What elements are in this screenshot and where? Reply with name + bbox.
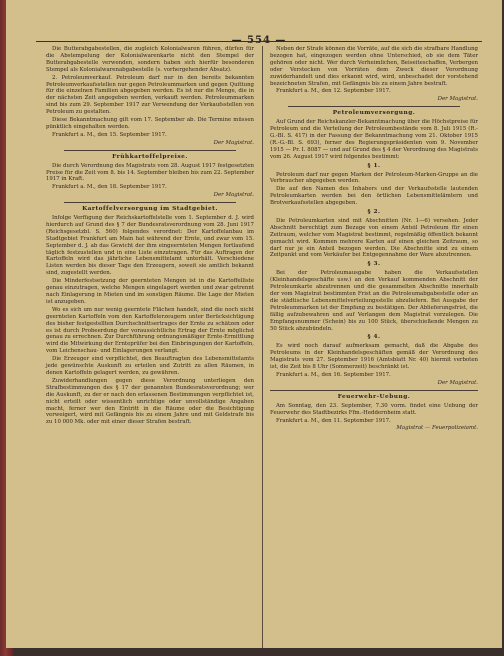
- notice-paragraph: Auf Grund der Reichskanzler-Bekanntmachung über die Höchstpreise für Petroleum und die Verteilung der Petroleumbestände vom 8. Juli 1915 (R.-G.-Bl. S. 417) in der Fassung der Bekanntmachung vom 21. Oktober 1915 (R.-G.-Bl. S. 693), ferner des Regierungspräsidenten vom 9. November 1915 — Pr. I. 8087 — und auf Grund des § 4 der Verordnung des Magistrats vom 26. August 1917 wird folgendes bestimmt:: [270, 119, 478, 160]
- notice-paragraph: Am Sonntag, den 23. September, 7.30 vorm. findet eine Uebung der Feuerwehr des Stadtbezirks Ffm.-Heddernheim statt.: [270, 402, 478, 416]
- section-rule: [288, 106, 460, 107]
- section-rule: [270, 390, 478, 391]
- notice-paragraph: Neben der Strafe können die Vorräte, auf die sich die strafbare Handlung bezogen hat, eingezogen werden ohne Unterschied, ob sie dem Täter gehören oder nicht. Wer durch Verheimlichen, Beiseiteschaffen, Verbergen oder Verstecken von Vorräten dem Zweck dieser Verordnung zuwiderhandelt und dies erkannt wird, wird, unbeschadet der vorstehend bezeichneten Strafen, mit Gefängnis bis zu einem Jahre bestraft.: [270, 46, 478, 87]
- section-heading: Kartoffelversorgung im Stadtgebiet.: [82, 206, 218, 213]
- section-heading: Feuerwehr-Uebung.: [337, 393, 411, 400]
- paragraph-number: § 4.: [367, 334, 381, 341]
- notice-paragraph: Wo es sich um nur wenig geerntete Flächen handelt, sind die noch nicht geernteten Kartoffeln vom den Kartoffelerzeugern unter Berücksichtigung des bisher festgestellten Durchschnittsertrages der Ernte zu schätzen oder es ist durch Probeerdung der voraussichtliche Ertrag der Ernte möglichst genau zu errechnen. Zur Durchführung ordnungsmäßiger Ernte-Ermittlung wird die Mitwirkung der Ernteprüfer bei den Einbringungen der Kartoffeln, vom Leichenschau- und Einlagerungen verlangt.: [46, 306, 254, 355]
- header-rule: [36, 41, 482, 42]
- notice-paragraph: Die Erzeuger sind verpflichtet, den Beauftragten des Lebensmittelamts jede gewünschte Auskunft zu erteilen und Zutritt zu allen Räumen, in denen Kartoffeln gelagert werden, zu gewähren.: [46, 356, 254, 376]
- notice-date: Frankfurt a. M., den 15. September 1917.: [52, 131, 167, 138]
- notice-paragraph: Die Minderfestsetzung der geernteten Mengen ist in die Kartoffelliste genau einzutragen, welche Mengen eingelagert werden und zwar getrennt nach Einlagerung in Mieten und im sonstigen Räume. Die Lage der Mieten ist anzugeben.: [46, 278, 254, 305]
- notice-signature: Magistrat — Feuerpolizeiamt.: [396, 425, 478, 432]
- column-divider: [262, 46, 263, 648]
- notice-paragraph: Diese Bekanntmachung gilt vom 17. September ab. Die Termine müssen pünktlich eingehalten werden.: [46, 117, 254, 130]
- section-rule: [64, 202, 236, 203]
- notice-paragraph: Zuwiderhandlungen gegen diese Verordnung unterliegen den Strafbestimmungen des § 17 der genannten Bundesratsverordnung; wer die Auskunft, zu der er nach den erlassenen Bestimmungen verpflichtet ist, nicht erteilt oder wissentlich unrichtige oder unvollständige Angaben macht, ferner wer den Eintritt in die Räume oder die Besichtigung verweigert, wird mit Gefängnis bis zu einem Jahre und mit Geldstrafe bis zu 10 000 Mk. oder mit einer dieser Strafen bestraft.: [46, 377, 254, 426]
- notice-paragraph: Die durch Verordnung des Magistrats vom 28. August 1917 festgesetzten Preise für die Zeit vom 8. bis 14. September bleiben bis zum 22. September 1917 in Kraft.: [46, 162, 254, 183]
- notice-signature: Der Magistrat.: [213, 192, 254, 199]
- paragraph-number: § 2.: [367, 209, 381, 216]
- notice-paragraph: Petroleum darf nur gegen Marken der Petroleum-Marken-Gruppe an die Verbraucher abgegeben werden.: [270, 171, 478, 185]
- section-heading: Petroleumversorgung.: [332, 110, 416, 117]
- notice-paragraph: 2. Petroleumverkauf. Petroleum darf nur in den bereits bekannten Petroleumverkaufsstellen nur gegen Petroleummarken und gegen Quittung für die einzelnen Familien abgegeben werden. Es ist nur die Menge, die in der nächsten Zeit angegeben werden, verkauft werden. Petroleummarken sind bis zum 29. September 1917 zur Verwendung der Verkaufsstellen von Petroleum zu gestalten.: [46, 74, 254, 116]
- section-rule: [64, 150, 236, 151]
- notice-paragraph: Die auf den Namen des Inhabers und der Verkaufsstelle lautenden Petroleumkarten werden bei den örtlichen Lebensmittelämtern und Brotverkaufsstellen abgegeben.: [270, 186, 478, 207]
- notice-date: Frankfurt a. M., den 16. September 1917.: [276, 371, 391, 378]
- notice-signature: Der Magistrat.: [213, 139, 254, 146]
- notice-date: Frankfurt a. M., den 11. September 1917.: [276, 417, 391, 424]
- document-page: [6, 0, 502, 648]
- page-header: [36, 28, 482, 46]
- notice-date: Frankfurt a. M., den 12. September 1917.: [276, 88, 391, 95]
- section-heading: Frühkartoffelpreise.: [112, 153, 188, 160]
- notice-date: Frankfurt a. M., den 18. September 1917.: [52, 184, 167, 191]
- left-column: [46, 46, 254, 427]
- notice-paragraph: Die Butterabgabestellen, die zugleich Kolonialwaren führen, dürfen für die Abstempelung der Kolonialwarenkarte nicht den Stempel der Butterabgabestelle verwenden, sondern haben sich hierfür besonderen Stempel als Kolonialwarenabgabestelle (s. vorhergehender Absatz).: [46, 46, 254, 73]
- notice-signature: Der Magistrat.: [437, 379, 478, 386]
- page-number: — 554 —: [231, 35, 287, 46]
- notice-paragraph: Infolge Verfügung der Reichskartoffelstelle vom 1. September d. J. wird hierdurch auf Grund des § 7 der Bundesratsverordnung vom 28. Juni 1917 (Reichsgesetzbl. S. 560) folgendes verordnet: Der Kartoffelanbau im Stadtgebiet Frankfurt am Main hat während der Ernte, und zwar vom 15. September d. J. ab das Gewicht der ihm eingeernteten Mengen fortlaufend täglich festzustellen und in eine Liste einzutragen. Für das Auftragen der Kartoffeln wird das jährliche Lebensmittelamt unterhält. Verschiedene Listen werden bis dieser Tage den Erzeugern, soweit sie amtlich bekannt sind, zugestellt werden.: [46, 215, 254, 277]
- paragraph-number: § 1.: [367, 162, 381, 169]
- paragraph-number: § 3.: [367, 261, 381, 268]
- notice-paragraph: Die Petroleumkarten sind mit Abschnitten (Nr. 1—6) versehen. Jeder Abschnitt berechtigt zum Bezuge von einem Anteil Petroleum für einen Zeitraum, welcher vom Magistrat bestimmt, regelmäßig öffentlich bekannt gemacht wird. Kommen mehrere Karten auf einen gleichen Zeitraum, so darf nur je ein Anteil bezogen werden. Die Abschnitte sind zu einem Zeitpunkt und vom Verkäufer bei Entgegennahme der Ware abzutrennen.: [270, 217, 478, 259]
- notice-paragraph: Bei der Petroleumausgabe haben die Verkaufsstellen (Kleinhandelsgeschäfte usw.) an den Verkauf kommenden Abschnitt der Petroleumkarte abzutrennen und die gesammelten Abschnitte innerhalb der vom Magistrat bestimmten Frist an die Petroleumabgabestelle oder an die städtische Lebensmittelverteilungsstelle abzuliefern. Bei Ausgabe der Petroleummarken ist der Empfang zu bestätigen. Der Ablieferungsfrist, die fällig aufzubewahren und auf Verlangen dem Magistrat vorzulegen. Die Empfangsnummer (Schein) bis zu 100 Stück, überschießende Mengen zu 50 Stück abzubündeln.: [270, 270, 478, 332]
- notice-signature: Der Magistrat.: [437, 96, 478, 103]
- notice-paragraph: Es wird noch darauf aufmerksam gemacht, daß die Abgabe des Petroleums in der Kleinhandelsgeschäften gemäß der Verordnung des Magistrats vom 27. September 1916 (Amtsblatt Nr. 40) hiermit verboten ist, die Zeit bis 8 Uhr (Sommerzeit) beschränkt ist.: [270, 343, 478, 371]
- right-column: [270, 46, 478, 434]
